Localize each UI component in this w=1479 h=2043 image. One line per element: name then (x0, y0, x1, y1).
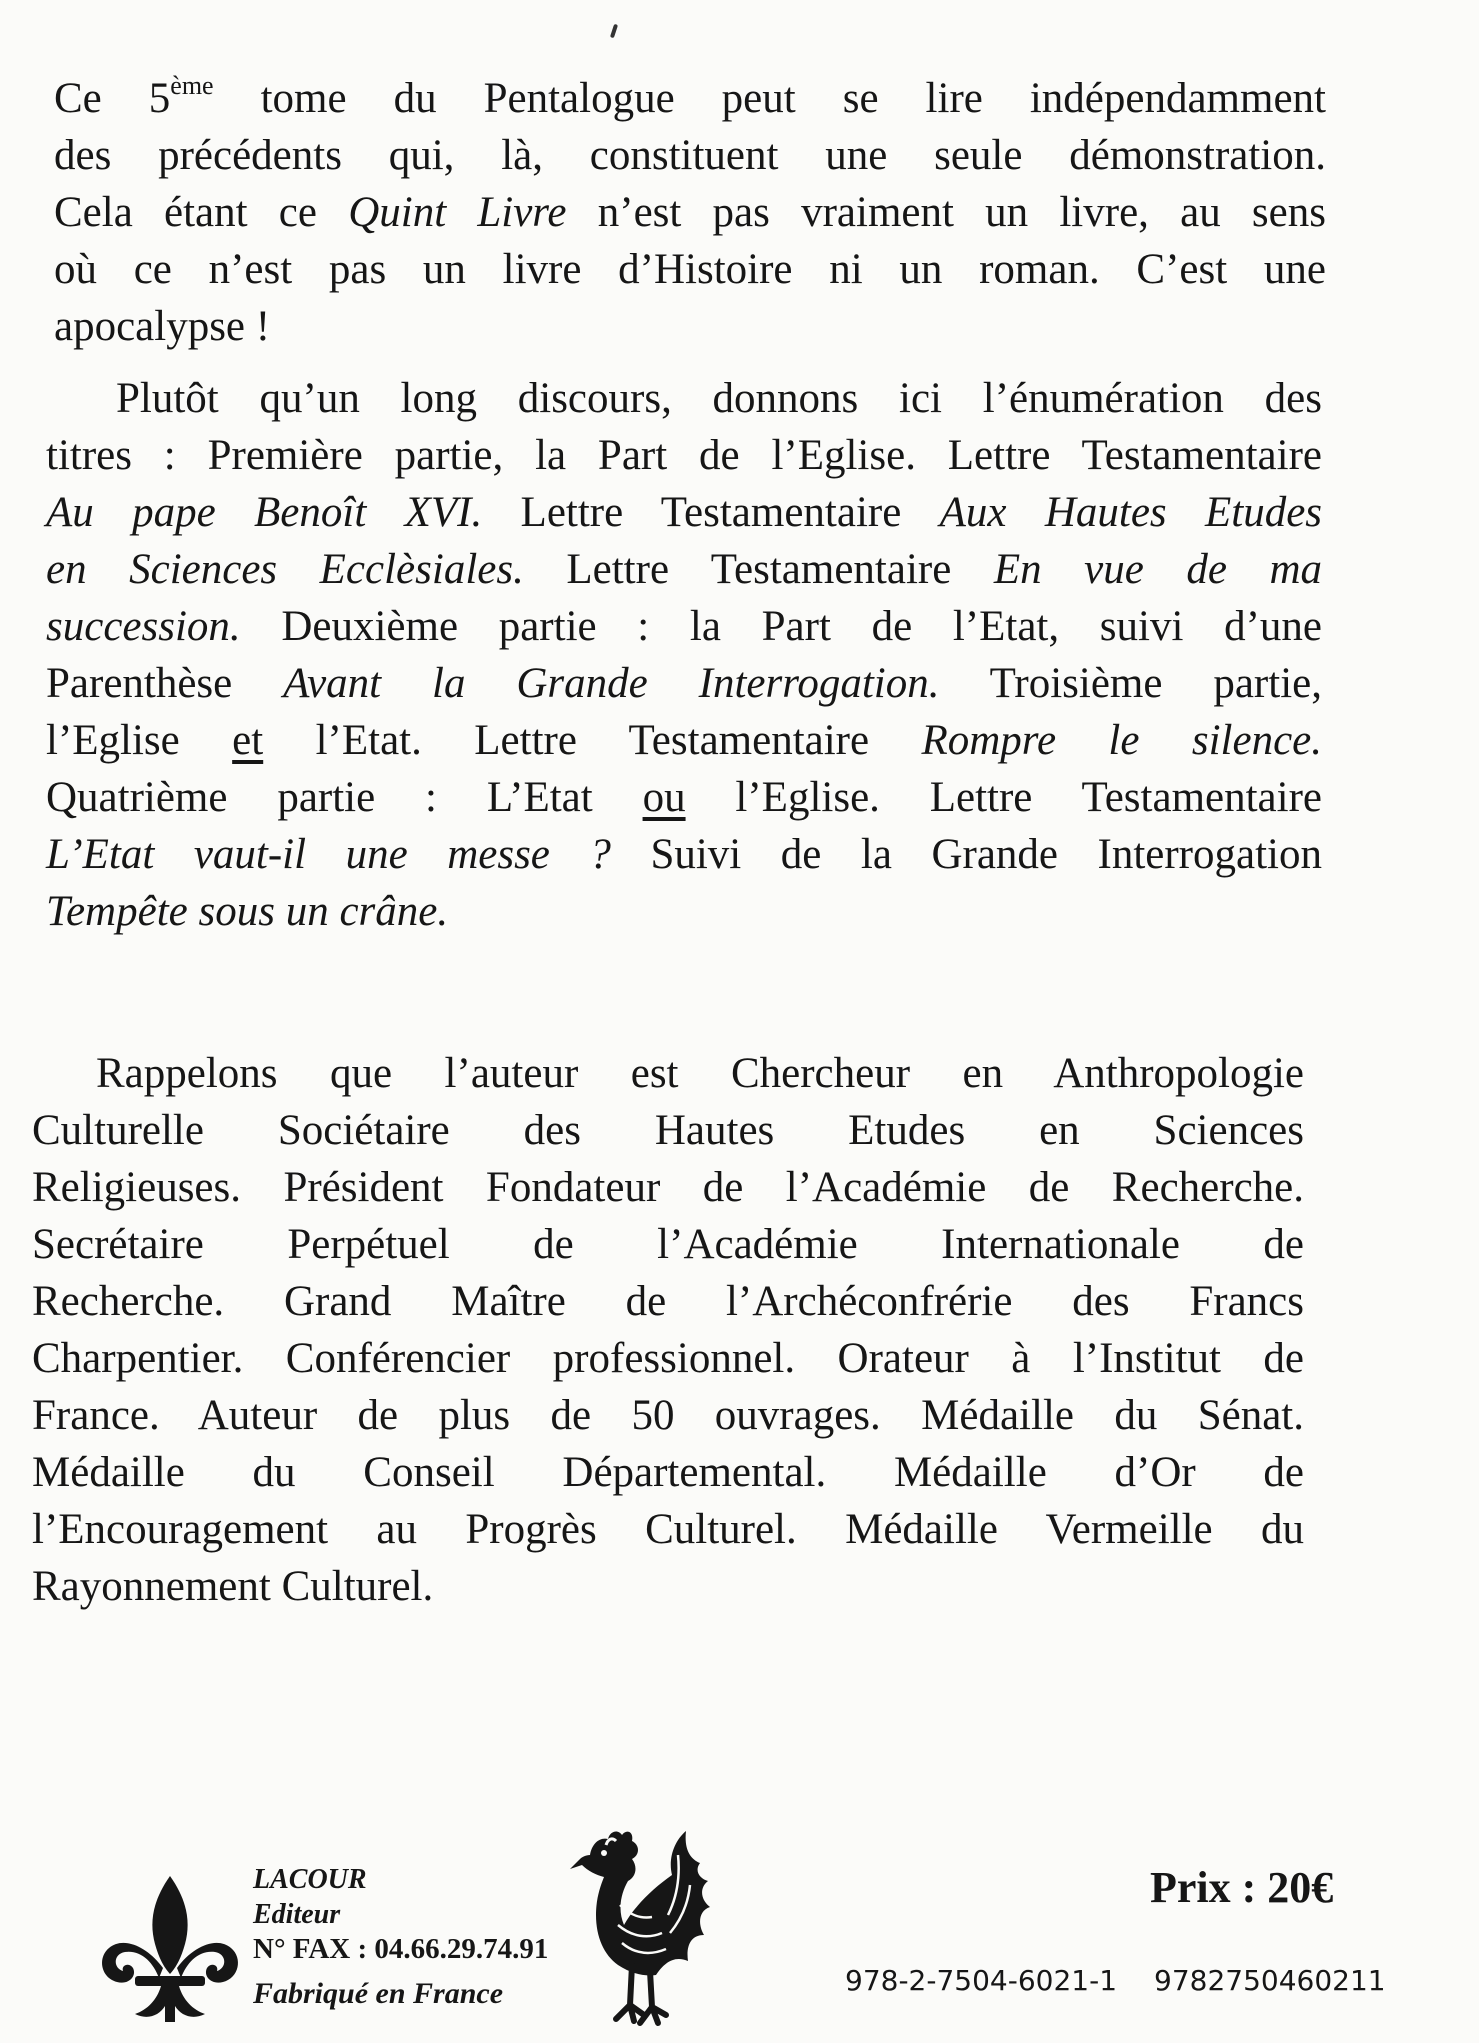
intro-line: apocalypse ! (54, 303, 271, 350)
author-line: Secrétaire Perpétuel de l’Académie Internationale de (32, 1221, 1304, 1268)
isbn-number: 978-2-7504-6021-1 (845, 1964, 1118, 1997)
titles-line: succession. Deuxième partie : la Part de l’Etat, suivi d’une (46, 603, 1322, 650)
price-label: Prix : 20€ (1150, 1863, 1334, 1912)
author-line: Rayonnement Culturel. (32, 1563, 434, 1610)
publisher-block (253, 1862, 548, 2011)
intro-line: où ce n’est pas un livre d’Histoire ni un roman. C’est une (54, 246, 1326, 293)
rooster-icon (560, 1815, 715, 2030)
fleur-de-lis-icon (95, 1870, 245, 2030)
author-line: Recherche. Grand Maître de l’Archéconfrérie des Francs (32, 1278, 1304, 1325)
made-in-label: Fabriqué en France (253, 1977, 504, 2010)
intro-line: Cela étant ce Quint Livre n’est pas vraiment un livre, au sens (54, 189, 1326, 236)
publisher-role: Editeur (253, 1899, 341, 1930)
titles-line: l’Eglise et l’Etat. Lettre Testamentaire Rompre le silence. (46, 717, 1322, 764)
author-paragraph (32, 1045, 1304, 1615)
titles-line: Plutôt qu’un long discours, donnons ici l’énumération des (116, 375, 1322, 422)
titles-line: Au pape Benoît XVI. Lettre Testamentaire Aux Hautes Etudes (46, 489, 1323, 536)
titles-paragraph (46, 370, 1322, 940)
author-line: Charpentier. Conférencier professionnel. Orateur à l’Institut de (32, 1335, 1304, 1382)
author-line: France. Auteur de plus de 50 ouvrages. Médaille du Sénat. (32, 1392, 1304, 1439)
author-line: Médaille du Conseil Départemental. Médaille d’Or de (32, 1449, 1304, 1496)
intro-paragraph (54, 70, 1326, 355)
titles-line: en Sciences Ecclèsiales. Lettre Testamentaire En vue de ma (46, 546, 1323, 593)
ean-number: 9782750460211 (1154, 1964, 1386, 1997)
intro-line: des précédents qui, là, constituent une seule démonstration. (54, 132, 1326, 179)
page-mark (610, 24, 618, 39)
intro-line: Ce 5ème tome du Pentalogue peut se lire indépendamment (54, 71, 1326, 122)
author-line: Religieuses. Président Fondateur de l’Académie de Recherche. (32, 1164, 1304, 1211)
author-line: l’Encouragement au Progrès Culturel. Médaille Vermeille du (32, 1506, 1304, 1553)
titles-line: Quatrième partie : L’Etat ou l’Eglise. Lettre Testamentaire (46, 774, 1322, 821)
publisher-name: LACOUR (253, 1864, 367, 1895)
book-title: Quint Livre (348, 189, 567, 236)
publisher-fax: N° FAX : 04.66.29.74.91 (253, 1933, 549, 1965)
ordinal-suffix: ème (170, 71, 214, 100)
titles-line: titres : Première partie, la Part de l’Eglise. Lettre Testamentaire (46, 432, 1322, 479)
titles-line: Parenthèse Avant la Grande Interrogation. Troisième partie, (46, 660, 1322, 707)
titles-line: L’Etat vaut-il une messe ? Suivi de la Grande Interrogation (46, 831, 1322, 878)
author-line: Culturelle Sociétaire des Hautes Etudes en Sciences (32, 1107, 1304, 1154)
author-line: Rappelons que l’auteur est Chercheur en Anthropologie (96, 1050, 1304, 1097)
titles-line: Tempête sous un crâne. (46, 888, 449, 935)
